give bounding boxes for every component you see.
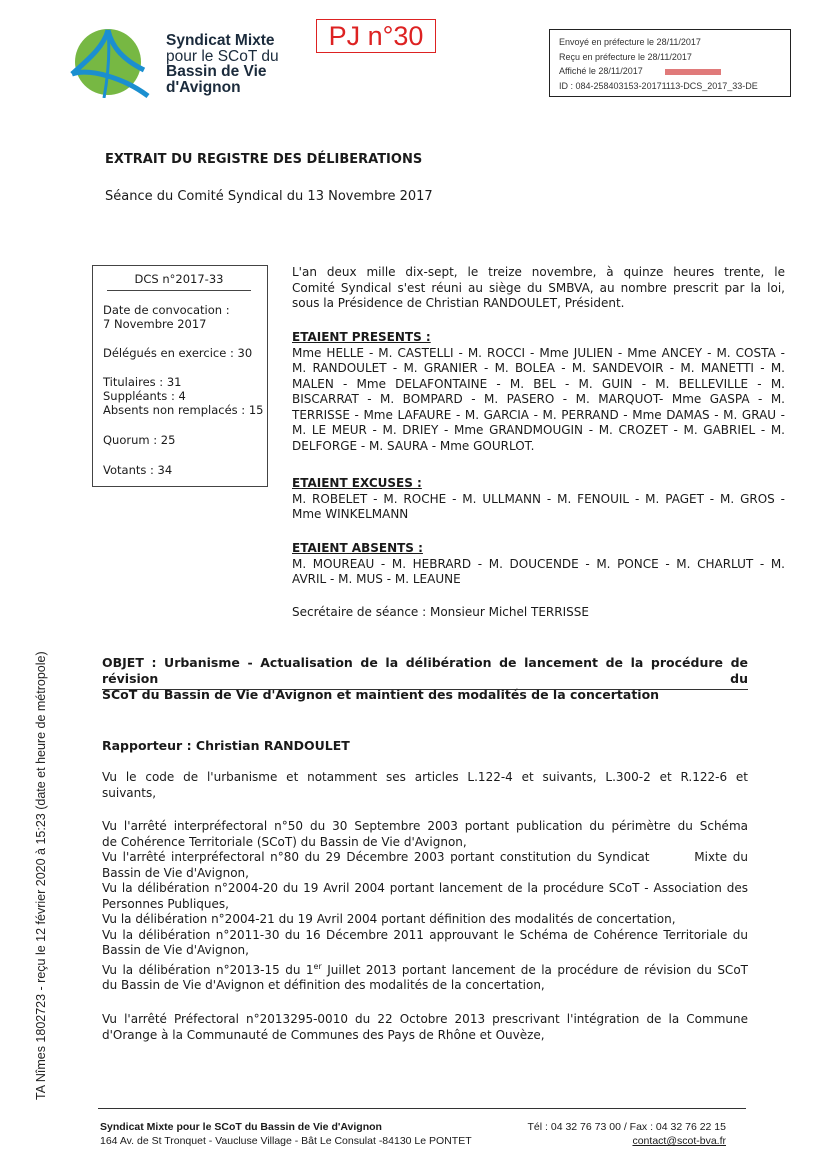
smbva-logo xyxy=(64,26,152,98)
stamp-line-1: Envoyé en préfecture le 28/11/2017 xyxy=(559,37,701,47)
excuses-line: M. ROBELET - M. ROCHE - M. ULLMANN - M. FENOUIL - M. PAGET - M. GROS - xyxy=(292,491,785,506)
suppleants-count: Suppléants : 4 xyxy=(103,389,186,403)
stamp-line-3: Affiché le 28/11/2017 xyxy=(559,64,790,79)
presents-section xyxy=(292,330,785,454)
body-line: Vu la délibération n°2013-15 du 1er Juillet 2013 portant lancement de la procédure de révision du SCoT xyxy=(102,961,748,977)
body-line: Personnes Publiques, xyxy=(102,896,229,911)
intro-line-1: L'an deux mille dix-sept, le treize novembre, à quinze heures trente, le xyxy=(292,265,785,279)
excuses-line: Mme WINKELMANN xyxy=(292,507,409,521)
prefecture-stamp xyxy=(549,29,791,97)
titulaires-count: Titulaires : 31 xyxy=(103,375,182,389)
footer-rule xyxy=(98,1108,746,1109)
footer-street: 164 Av. de St Tronquet - Vaucluse Village - Bât Le Consulat -84130 Le PONTET xyxy=(100,1135,472,1147)
absents-line: AVRIL - M. MUS - M. LEAUNE xyxy=(292,572,461,586)
presents-line: BISCARRAT - M. BOMPARD - M. PASERO - M. MARQUOT- Mme GASPA - M. xyxy=(292,392,785,406)
body-line: Bassin de Vie d'Avignon, xyxy=(102,865,249,880)
footer-org: Syndicat Mixte pour le SCoT du Bassin de Vie d'Avignon xyxy=(100,1121,382,1133)
extract-title: EXTRAIT DU REGISTRE DES DÉLIBERATIONS xyxy=(105,152,423,167)
excuses-heading: ETAIENT EXCUSES : xyxy=(292,476,422,490)
quorum-count: Quorum : 25 xyxy=(103,433,176,447)
body-line: Vu l'arrêté interpréfectoral n°80 du 29 Décembre 2003 portant constitution du Syndicat Mixte du xyxy=(102,850,748,864)
secretaire-seance: Secrétaire de séance : Monsieur Michel TERRISSE xyxy=(292,605,589,619)
body-paragraph-1 xyxy=(102,770,748,801)
org-line-3: Bassin de Vie xyxy=(166,63,267,80)
footer-contact xyxy=(496,1120,726,1148)
presents-line: TERRISSE - Mme LAFAURE - M. GARCIA - M. PERRAND - Mme DAMAS - M. GRAU - xyxy=(292,407,785,422)
presents-line: M. RANDOULET - M. GRANIER - M. BOLEA - M. SANDEVOIR - M. MANETTI - M. xyxy=(292,361,785,375)
votants-count: Votants : 34 xyxy=(103,463,173,477)
body-line: Vu le code de l'urbanisme et notamment ses articles L.122-4 et suivants, L.300-2 et R.122-6 et xyxy=(102,770,748,784)
stamp-red-mark xyxy=(665,69,721,75)
absents-heading: ETAIENT ABSENTS : xyxy=(292,541,423,555)
intro-line-2: Comité Syndical s'est réuni au siège du SMBVA, au nombre prescrit par la loi, xyxy=(292,280,785,295)
objet-line-1: OBJET : Urbanisme - Actualisation de la délibération de lancement de la procédure de révision du xyxy=(102,655,748,686)
footer-phone: Tél : 04 32 76 73 00 / Fax : 04 32 76 22 15 xyxy=(527,1121,726,1133)
body-line: Vu la délibération n°2004-21 du 19 Avril 2004 portant définition des modalités de concertation, xyxy=(102,912,676,926)
body-line: de Cohérence Territoriale (SCoT) du Bassin de Vie d'Avignon, xyxy=(102,834,467,849)
excuses-section xyxy=(292,476,785,523)
org-line-1: Syndicat Mixte xyxy=(166,32,275,49)
presents-line: DELFORGE - M. SAURA - Mme GOURLOT. xyxy=(292,438,535,453)
convocation-date: 7 Novembre 2017 xyxy=(103,317,207,331)
presents-line: M. LE MEUR - M. DRIEY - Mme GRANDMOUGIN - M. CROZET - M. GABRIEL - M. xyxy=(292,423,785,437)
dcs-number: DCS n°2017-33 xyxy=(107,272,251,291)
convocation-label: Date de convocation : xyxy=(103,303,230,317)
body-line: suivants, xyxy=(102,785,157,800)
body-line: Vu la délibération n°2004-20 du 19 Avril 2004 portant lancement de la procédure SCoT - Association des xyxy=(102,881,748,895)
presents-line: Mme HELLE - M. CASTELLI - M. ROCCI - Mme JULIEN - Mme ANCEY - M. COSTA - xyxy=(292,345,785,360)
body-paragraph-3 xyxy=(102,1012,748,1043)
intro-line-3: sous la Présidence de Christian RANDOULET, Président. xyxy=(292,296,625,310)
presents-heading: ETAIENT PRESENTS : xyxy=(292,330,431,344)
objet-rule xyxy=(102,689,748,690)
org-line-2: pour le SCoT du xyxy=(166,47,279,65)
body-line: Vu l'arrêté Préfectoral n°2013295-0010 du 22 Octobre 2013 prescrivant l'intégration de la Commune xyxy=(102,1012,748,1026)
delegues-count: Délégués en exercice : 30 xyxy=(103,346,253,360)
footer-email[interactable]: contact@scot-bva.fr xyxy=(632,1135,726,1147)
org-name xyxy=(166,33,279,95)
body-line: Vu l'arrêté interpréfectoral n°50 du 30 Septembre 2003 portant publication du périmètre du Schéma xyxy=(102,819,748,833)
rapporteur: Rapporteur : Christian RANDOULET xyxy=(102,738,350,753)
objet-block xyxy=(102,655,748,703)
tribunal-stamp: TA Nîmes 1802723 - reçu le 12 février 2020 à 15:23 (date et heure de métropole) xyxy=(34,651,48,1100)
body-line: du Bassin de Vie d'Avignon et définition des modalités de la concertation, xyxy=(102,978,545,992)
presents-line: MALEN - Mme DELAFONTAINE - M. BEL - M. GUIN - M. BELLEVILLE - M. xyxy=(292,376,785,391)
stamp-line-2: Reçu en préfecture le 28/11/2017 xyxy=(559,51,692,62)
stamp-line-4: ID : 084-258403153-20171113-DCS_2017_33-DE xyxy=(559,80,758,91)
body-line: Bassin de Vie d'Avignon, xyxy=(102,943,249,957)
absents-count: Absents non remplacés : 15 xyxy=(103,403,264,417)
body-paragraph-2 xyxy=(102,819,748,994)
footer-address xyxy=(100,1120,472,1148)
objet-line-2: SCoT du Bassin de Vie d'Avignon et maintient des modalités de la concertation xyxy=(102,687,660,702)
absents-section xyxy=(292,541,785,588)
body-line: d'Orange à la Communauté de Communes des Pays de Rhône et Ouvèze, xyxy=(102,1027,545,1042)
body-line: Vu la délibération n°2011-30 du 16 Décembre 2011 approuvant le Schéma de Cohérence Territoriale du xyxy=(102,927,748,942)
dcs-box xyxy=(92,265,268,487)
org-line-4: d'Avignon xyxy=(166,78,241,96)
session-title: Séance du Comité Syndical du 13 Novembre 2017 xyxy=(105,189,433,204)
pj-label: PJ n°30 xyxy=(316,19,436,53)
intro-paragraph xyxy=(292,265,785,312)
absents-line: M. MOUREAU - M. HEBRARD - M. DOUCENDE - M. PONCE - M. CHARLUT - M. xyxy=(292,556,785,571)
